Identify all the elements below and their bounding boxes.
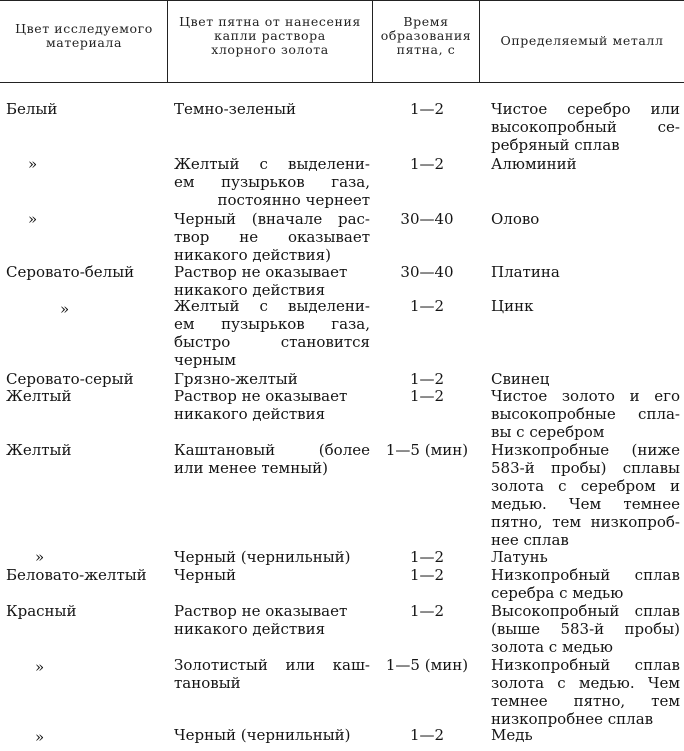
row-material	[6, 566, 166, 584]
cell-text-line: 1—2	[409, 602, 445, 620]
cell-text-line: »	[28, 210, 38, 228]
cell-text-line: Беловато-желтый	[6, 566, 147, 584]
row-material	[6, 441, 166, 459]
row-spot-color	[174, 100, 370, 118]
cell-text-line: 1—2	[409, 566, 445, 584]
cell-text-line: золота с медью	[491, 638, 613, 656]
cell-text-line: быстро становится	[174, 333, 370, 351]
row-spot-color	[174, 548, 370, 566]
cell-text-line: »	[35, 658, 45, 676]
cell-text-line: Черный	[174, 566, 237, 584]
row-metal	[491, 602, 680, 656]
row-spot-color	[174, 263, 370, 299]
row-metal	[491, 100, 680, 154]
header-divider-1	[167, 0, 168, 82]
row-material	[6, 387, 166, 405]
cell-text-line: 30—40	[400, 263, 454, 281]
cell-text-line: никакого действия	[174, 620, 326, 638]
cell-text-line: 1—2	[409, 548, 445, 566]
cell-text-line: Чистое серебро или	[491, 100, 680, 118]
row-spot-color	[174, 656, 370, 692]
cell-text-line: 583-й пробы) сплавы	[491, 459, 680, 477]
cell-text-line: серебра с медью	[491, 584, 624, 602]
cell-text-line: Черный (чернильный)	[174, 726, 351, 744]
cell-text-line: вы с серебром	[491, 423, 605, 441]
cell-text-line: Черный (чернильный)	[174, 548, 351, 566]
header-divider-3	[479, 0, 480, 82]
row-spot-color	[174, 602, 370, 638]
row-time	[372, 297, 482, 315]
header-divider-2	[372, 0, 373, 82]
header-metal	[482, 34, 682, 48]
cell-text-line: нее сплав	[491, 531, 569, 549]
cell-text-line: Низкопробный сплав	[491, 566, 680, 584]
cell-text-line: Раствор не оказывает	[174, 602, 348, 620]
cell-text-line: темнее пятно, тем	[491, 692, 680, 710]
row-time	[372, 263, 482, 281]
row-spot-color	[174, 297, 370, 369]
row-spot-color	[174, 155, 370, 209]
cell-text-line: 1—2	[409, 387, 445, 405]
cell-text-line: Желтый с выделени-	[174, 297, 370, 315]
header-material-line: Цвет исследуемого	[15, 21, 153, 36]
row-material-ditto	[35, 728, 195, 746]
header-metal-line: Определяемый металл	[500, 33, 664, 48]
cell-text-line: Белый	[6, 100, 58, 118]
cell-text-line: Каштановый (более	[174, 441, 370, 459]
row-time	[372, 210, 482, 228]
row-time	[372, 566, 482, 584]
cell-text-line: Серовато-белый	[6, 263, 135, 281]
cell-text-line: черным	[174, 351, 236, 369]
row-metal	[491, 548, 680, 566]
cell-text-line: 1—2	[409, 155, 445, 173]
header-spot-color	[170, 15, 370, 57]
cell-text-line: Олово	[491, 210, 540, 228]
cell-text-line: Низкопробный сплав	[491, 656, 680, 674]
row-time	[372, 602, 482, 620]
cell-text-line: Грязно-желтый	[174, 370, 298, 388]
cell-text-line: низкопробнее сплав	[491, 710, 654, 728]
cell-text-line: »	[60, 300, 70, 318]
cell-text-line: Цинк	[491, 297, 534, 315]
cell-text-line: высокопробные спла-	[491, 405, 680, 423]
row-metal	[491, 297, 680, 315]
row-material	[6, 100, 166, 118]
row-metal	[491, 263, 680, 281]
row-metal	[491, 370, 680, 388]
cell-text-line: Золотистый или каш-	[174, 656, 370, 674]
cell-text-line: Серовато-серый	[6, 370, 134, 388]
cell-text-line: Желтый	[6, 387, 72, 405]
row-time	[372, 155, 482, 173]
cell-text-line: Алюминий	[491, 155, 577, 173]
cell-text-line: золота с медью. Чем	[491, 674, 680, 692]
cell-text-line: никакого действия)	[174, 246, 331, 264]
cell-text-line: (выше 583-й пробы)	[491, 620, 680, 638]
header-time-line: Время	[403, 14, 449, 29]
cell-text-line: 1—2	[409, 726, 445, 744]
header-time-line: образования	[380, 28, 472, 43]
cell-text-line: Низкопробные (ниже	[491, 441, 680, 459]
row-metal	[491, 441, 680, 549]
row-material	[6, 602, 166, 620]
row-time	[372, 656, 482, 674]
cell-text-line: или менее темный)	[174, 459, 328, 477]
cell-text-line: 30—40	[400, 210, 454, 228]
row-spot-color	[174, 370, 370, 388]
row-material-ditto	[35, 658, 195, 676]
cell-text-line: »	[28, 155, 38, 173]
cell-text-line: 1—5 (мин)	[385, 656, 469, 674]
cell-text-line: ем пузырьков газа,	[174, 173, 370, 191]
row-metal	[491, 210, 680, 228]
header-material	[4, 22, 164, 50]
row-material-ditto	[28, 155, 188, 173]
row-metal	[491, 656, 680, 728]
cell-text-line: пятно, тем низкопроб-	[491, 513, 680, 531]
cell-text-line: Красный	[6, 602, 77, 620]
row-time	[372, 548, 482, 566]
header-spot-line: капли раствора	[214, 28, 326, 43]
row-time	[372, 726, 482, 744]
cell-text-line: Желтый с выделени-	[174, 155, 370, 173]
cell-text-line: никакого действия	[174, 405, 326, 423]
cell-text-line: Черный (вначале рас-	[174, 210, 370, 228]
cell-text-line: ребряный сплав	[491, 136, 620, 154]
row-material-ditto	[28, 210, 188, 228]
cell-text-line: Раствор не оказывает	[174, 387, 348, 405]
cell-text-line: твор не оказывает	[174, 228, 370, 246]
cell-text-line: 1—5 (мин)	[385, 441, 469, 459]
cell-text-line: »	[35, 728, 45, 746]
cell-text-line: постоянно чернеет	[217, 191, 370, 209]
cell-text-line: ем пузырьков газа,	[174, 315, 370, 333]
row-metal	[491, 726, 680, 744]
cell-text-line: Раствор не оказывает	[174, 263, 348, 281]
header-spot-line: хлорного золота	[211, 42, 329, 57]
header-top-rule	[0, 0, 684, 1]
row-metal	[491, 387, 680, 441]
cell-text-line: высокопробный се-	[491, 118, 680, 136]
row-time	[372, 370, 482, 388]
cell-text-line: золота с серебром и	[491, 477, 680, 495]
row-metal	[491, 566, 680, 602]
header-time-line: пятна, с	[396, 42, 456, 57]
row-time	[372, 387, 482, 405]
cell-text-line: Свинец	[491, 370, 550, 388]
cell-text-line: »	[35, 548, 45, 566]
row-spot-color	[174, 441, 370, 477]
row-time	[372, 441, 482, 459]
header-material-line: материала	[45, 35, 123, 50]
row-material-ditto	[35, 548, 195, 566]
cell-text-line: Платина	[491, 263, 560, 281]
row-time	[372, 100, 482, 118]
row-material	[6, 263, 166, 281]
header-time	[374, 15, 478, 57]
cell-text-line: Медь	[491, 726, 533, 744]
header-spot-line: Цвет пятна от нанесения	[179, 14, 361, 29]
row-spot-color	[174, 210, 370, 264]
cell-text-line: медью. Чем темнее	[491, 495, 680, 513]
cell-text-line: 1—2	[409, 100, 445, 118]
cell-text-line: Желтый	[6, 441, 72, 459]
cell-text-line: 1—2	[409, 297, 445, 315]
row-spot-color	[174, 726, 370, 744]
cell-text-line: Темно-зеленый	[174, 100, 297, 118]
cell-text-line: Латунь	[491, 548, 548, 566]
header-bottom-rule	[0, 82, 684, 83]
row-metal	[491, 155, 680, 173]
cell-text-line: тановый	[174, 674, 241, 692]
row-material	[6, 370, 166, 388]
cell-text-line: никакого действия	[174, 281, 326, 299]
row-spot-color	[174, 566, 370, 584]
cell-text-line: 1—2	[409, 370, 445, 388]
cell-text-line: Чистое золото и его	[491, 387, 680, 405]
cell-text-line: Высокопробный сплав	[491, 602, 680, 620]
row-spot-color	[174, 387, 370, 423]
